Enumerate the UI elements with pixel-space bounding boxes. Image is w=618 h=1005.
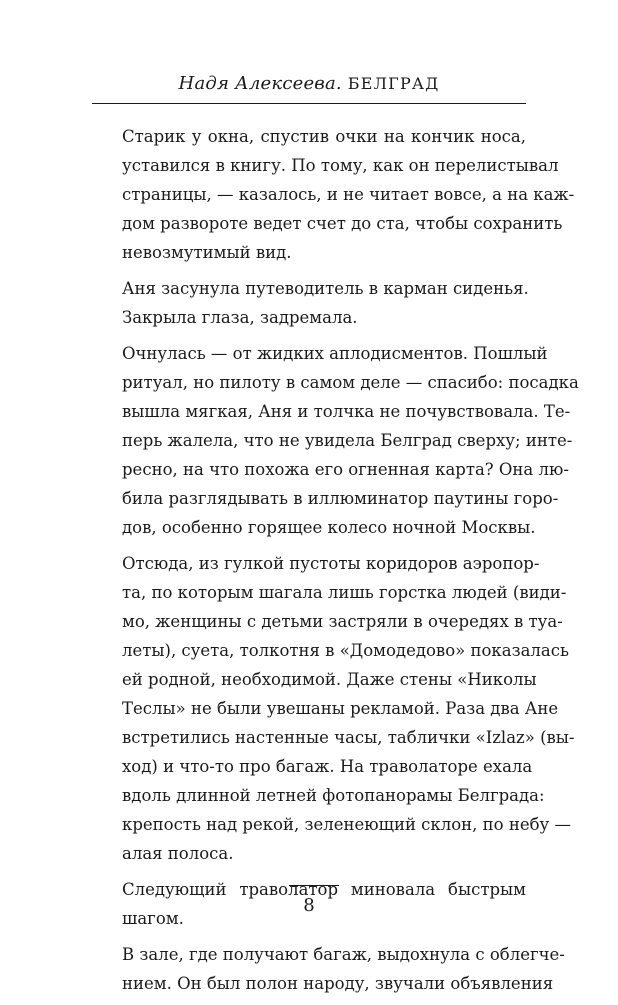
text-line: ей родной, необходимой. Даже стены «Николы	[122, 670, 537, 689]
text-line: Очнулась — от жидких аплодисментов. Пошлый	[122, 344, 548, 363]
header-book-title: БЕЛГРАД	[347, 74, 440, 93]
running-header	[92, 73, 526, 95]
text-line: вдоль длинной летней фотопанорамы Белграда:	[122, 786, 545, 805]
text-line: вышла мягкая, Аня и толчка не почувствовала. Те-	[122, 402, 571, 421]
text-line: Отсюда, из гулкой пустоты коридоров аэропор-	[122, 554, 540, 573]
text-line: Следующий траволатор миновала быстрым	[122, 880, 526, 899]
text-line: перь жалела, что не увидела Белград сверху; инте-	[122, 431, 573, 450]
paragraph	[92, 549, 575, 868]
text-line: крепость над рекой, зеленеющий склон, по небу —	[122, 815, 571, 834]
text-line: Старик у окна, спустив очки на кончик носа,	[122, 127, 526, 146]
text-line: невозмутимый вид.	[122, 243, 292, 262]
text-line: встретились настенные часы, таблички «Izlaz» (вы-	[122, 728, 575, 747]
paragraph	[92, 274, 529, 332]
text-line: та, по которым шагала лишь горстка людей (види-	[122, 583, 567, 602]
text-line: леты), суета, толкотня в «Домодедово» показалась	[122, 641, 569, 660]
paragraph	[92, 122, 575, 267]
text-line: нием. Он был полон народу, звучали объявления	[122, 974, 554, 993]
text-line: дом развороте ведет счет до ста, чтобы сохранить	[122, 214, 563, 233]
header-author: Надя Алексеева.	[178, 73, 342, 94]
text-line: Закрыла глаза, задремала.	[122, 308, 358, 327]
text-line: Аня засунула путеводитель в карман сиденья.	[122, 279, 529, 298]
body-text	[92, 122, 579, 1005]
header-rule	[92, 103, 526, 104]
text-line: ритуал, но пилоту в самом деле — спасибо: посадка	[122, 373, 579, 392]
text-line: дов, особенно горящее колесо ночной Москвы.	[122, 518, 536, 537]
paragraph	[92, 940, 565, 998]
text-line: В зале, где получают багаж, выдохнула с облегче-	[122, 945, 565, 964]
page-number: 8	[303, 895, 315, 916]
text-line: уставился в книгу. По тому, как он перелистывал	[122, 156, 559, 175]
text-line: ресно, на что похожа его огненная карта? Она лю-	[122, 460, 569, 479]
text-line: Теслы» не были увешаны рекламой. Раза два Ане	[122, 699, 559, 718]
text-line: шагом.	[122, 909, 184, 928]
text-line: алая полоса.	[122, 844, 234, 863]
footer-rule	[289, 885, 339, 886]
text-line: страницы, — казалось, и не читает вовсе, а на каж-	[122, 185, 575, 204]
text-line: ход) и что-то про багаж. На траволаторе ехала	[122, 757, 533, 776]
paragraph	[92, 339, 579, 542]
text-line: мо, женщины с детьми застряли в очередях в туа-	[122, 612, 563, 631]
text-line: била разглядывать в иллюминатор паутины горо-	[122, 489, 559, 508]
